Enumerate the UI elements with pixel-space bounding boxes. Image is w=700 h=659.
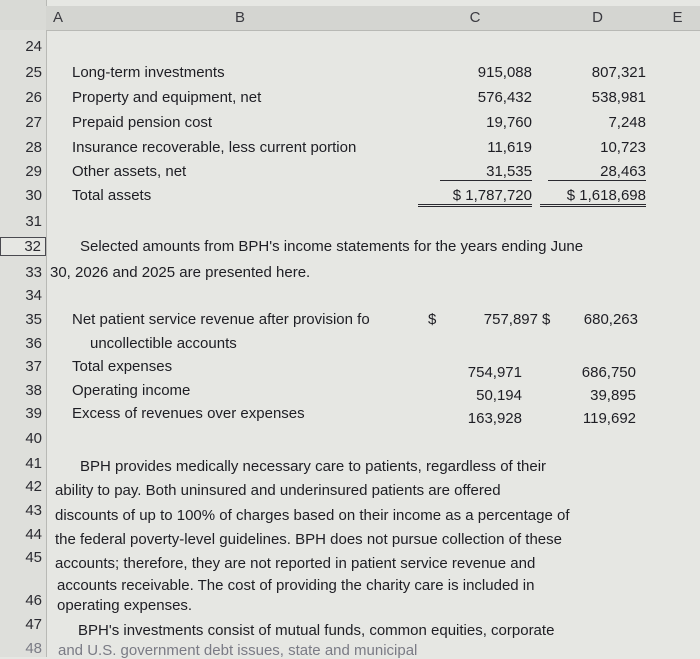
value-2025[interactable]: 680,263 [583, 311, 638, 328]
line-item-label[interactable]: Insurance recoverable, less current portion [72, 139, 357, 156]
value-2025[interactable]: 28,463 [548, 163, 646, 181]
value-2026[interactable]: 50,194 [476, 387, 522, 404]
value-2026[interactable]: 11,619 [487, 139, 532, 156]
value-2026[interactable]: 163,928 [467, 410, 522, 427]
dollar-sign: $ [428, 311, 437, 328]
paragraph-line[interactable]: accounts receivable. The cost of providing the charity care is included in [57, 577, 535, 594]
row-number[interactable]: 29 [25, 163, 42, 180]
paragraph-line-cut[interactable]: and U.S. government debt issues, state and municipal [58, 642, 418, 659]
dollar-sign: $ [542, 311, 551, 328]
row-number[interactable]: 45 [25, 549, 42, 566]
select-all-corner[interactable] [0, 0, 47, 31]
column-header-d[interactable]: D [540, 6, 656, 31]
value-2026[interactable]: 754,971 [467, 364, 522, 381]
line-item-label[interactable]: Total assets [72, 187, 152, 204]
value-2026[interactable]: 915,088 [477, 64, 532, 81]
paragraph-line[interactable]: accounts; therefore, they are not reported in patient service revenue and [55, 555, 536, 572]
total-assets-2026[interactable]: $ 1,787,720 [418, 187, 532, 207]
row-number[interactable]: 44 [25, 526, 42, 543]
row-number[interactable]: 33 [25, 264, 42, 281]
income-label[interactable]: Total expenses [72, 358, 173, 375]
income-label[interactable]: uncollectible accounts [90, 335, 237, 352]
paragraph-line[interactable]: discounts of up to 100% of charges based on their income as a percentage of [55, 507, 570, 524]
row-number[interactable]: 42 [25, 478, 42, 495]
line-item-label[interactable]: Long-term investments [72, 64, 225, 81]
line-item-label[interactable]: Other assets, net [72, 163, 187, 180]
column-header-c[interactable]: C [410, 6, 541, 31]
value-2025[interactable]: 686,750 [581, 364, 636, 381]
row-number-selected[interactable]: 32 [0, 237, 46, 256]
row-number[interactable]: 43 [25, 502, 42, 519]
value-2026[interactable]: 31,535 [440, 163, 532, 181]
row-number[interactable]: 34 [25, 287, 42, 304]
row-number[interactable]: 38 [25, 382, 42, 399]
total-assets-2025[interactable]: $ 1,618,698 [540, 187, 646, 207]
value-2025[interactable]: 538,981 [591, 89, 646, 106]
column-header-a[interactable]: A [46, 6, 71, 31]
column-header-b[interactable]: B [70, 6, 411, 31]
row-number[interactable]: 41 [25, 455, 42, 472]
paragraph-line[interactable]: BPH's investments consist of mutual funds, common equities, corporate [78, 622, 555, 639]
paragraph-line[interactable]: ability to pay. Both uninsured and underinsured patients are offered [55, 482, 501, 499]
row-number[interactable]: 39 [25, 405, 42, 422]
row-number[interactable]: 47 [25, 616, 42, 633]
paragraph-line[interactable]: BPH provides medically necessary care to patients, regardless of their [80, 458, 547, 475]
value-2026[interactable]: 757,897 [483, 311, 538, 328]
value-2025[interactable]: 10,723 [600, 139, 646, 156]
row-number[interactable]: 46 [25, 592, 42, 609]
row-number[interactable]: 40 [25, 430, 42, 447]
row-number[interactable]: 28 [25, 139, 42, 156]
row-number[interactable]: 37 [25, 358, 42, 375]
value-2026[interactable]: 576,432 [477, 89, 532, 106]
row-number[interactable]: 27 [25, 114, 42, 131]
row-number[interactable]: 26 [25, 89, 42, 106]
line-item-label[interactable]: Property and equipment, net [72, 89, 262, 106]
line-item-label[interactable]: Prepaid pension cost [72, 114, 213, 131]
intro-text-line[interactable]: Selected amounts from BPH's income statements for the years ending June [80, 238, 584, 255]
value-2025[interactable]: 39,895 [590, 387, 636, 404]
income-label[interactable]: Net patient service revenue after provision fo [72, 311, 370, 328]
column-header-e[interactable]: E [655, 6, 700, 31]
value-2026[interactable]: 19,760 [486, 114, 532, 131]
row-number[interactable]: 35 [25, 311, 42, 328]
row-number[interactable]: 31 [25, 213, 42, 230]
row-number[interactable]: 24 [25, 38, 42, 55]
row-number[interactable]: 48 [25, 640, 42, 657]
row-number[interactable]: 25 [25, 64, 42, 81]
row-number[interactable]: 30 [25, 187, 42, 204]
income-label[interactable]: Excess of revenues over expenses [72, 405, 305, 422]
value-2025[interactable]: 7,248 [608, 114, 646, 131]
value-2025[interactable]: 119,692 [582, 410, 636, 427]
intro-text-line[interactable]: 30, 2026 and 2025 are presented here. [50, 264, 311, 281]
value-2025[interactable]: 807,321 [591, 64, 646, 81]
paragraph-line[interactable]: the federal poverty-level guidelines. BPH does not pursue collection of these [55, 531, 562, 548]
row-number[interactable]: 36 [25, 335, 42, 352]
paragraph-line[interactable]: operating expenses. [57, 597, 193, 614]
income-label[interactable]: Operating income [72, 382, 191, 399]
